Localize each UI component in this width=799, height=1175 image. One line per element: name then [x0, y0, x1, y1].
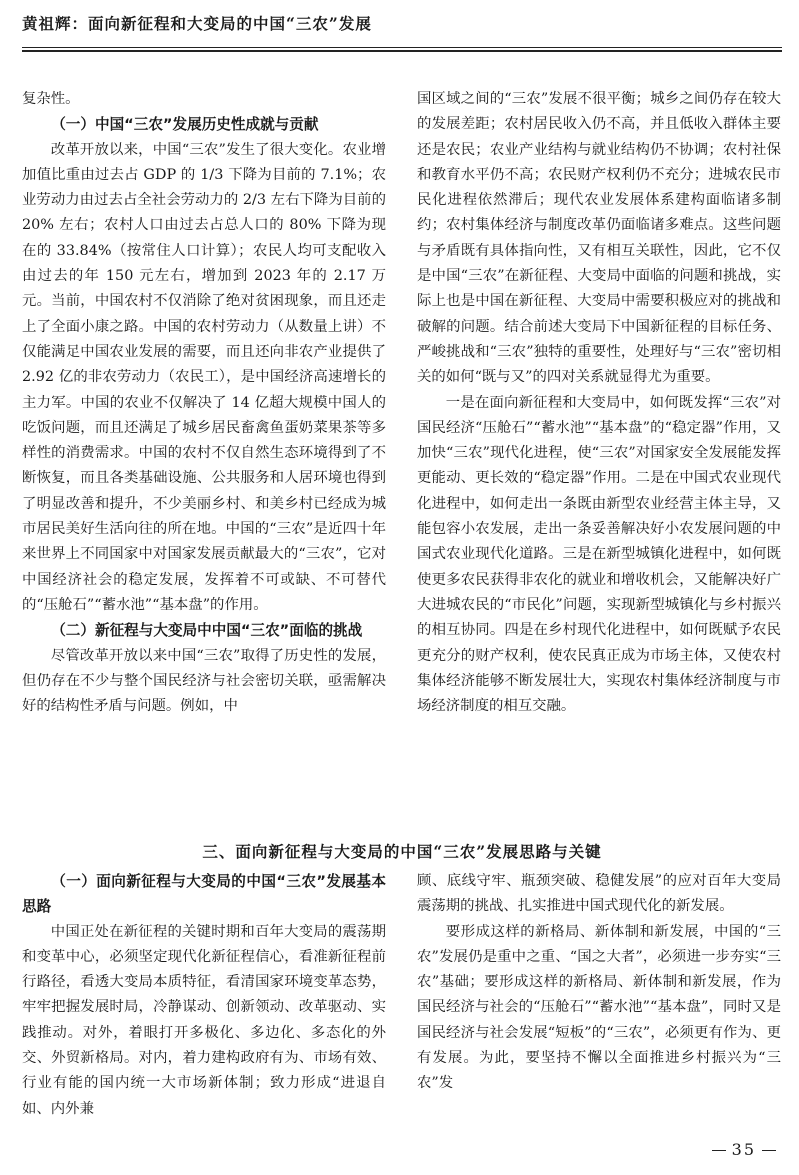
header-rule-thin — [22, 47, 782, 48]
opening-line: 复杂性。 — [22, 91, 80, 107]
lower-left-column — [22, 869, 386, 1122]
page-number — [692, 1140, 782, 1159]
page-number-dash-left — [712, 1150, 726, 1151]
subsection-heading-achievements: （一）中国“三农”发展历史性成就与贡献 — [51, 116, 319, 134]
lower-right-column — [417, 869, 781, 1097]
challenges-paragraph: 尽管改革开放以来中国“三农”取得了历史性的发展，但仍存在不少与整个国民经济与社会密切关联，亟需解决好的结构性矛盾与问题。例如，中 — [22, 647, 386, 715]
subsection-heading-challenges: （二）新征程与大变局中中国“三农”面临的挑战 — [51, 622, 363, 640]
upper-right-column — [417, 87, 781, 719]
new-pattern-paragraph: 要形成这样的新格局、新体制和新发展，中国的“三农”发展仍是重中之重、“国之大者”，必须进一步夯实“三农”基础；要形成这样的新格局、新体制和新发展，作为国民经济与社会的“压舱石”“蓄水池”“基本盘”，同时又是国民经济与社会发展“短板”的“三农”，必须更有作为、更有发展。为此，要坚持不懈以全面推进乡村振兴为“三农”发 — [417, 923, 781, 1092]
section-heading: 三、面向新征程与大变局的中国“三农”发展思路与关键 — [202, 842, 602, 861]
four-relations-paragraph: 一是在面向新征程和大变局中，如何既发挥“三农”对国民经济“压舱石”“蓄水池”“基本盘”的“稳定器”作用，又加快“三农”现代化进程，使“三农”对国家安全发展能发挥更能动、更长效的“稳定器”作用。二是在中国式农业现代化进程中，如何走出一条既由新型农业经营主体主导，又能包容小农发展，走出一条妥善解决好小农发展问题的中国式农业现代化道路。三是在新型城镇化进程中，如何既使更多农民获得非农化的就业和增收机会，又能解决好广大进城农民的“市民化”问题，实现新型城镇化与乡村振兴的相互协同。四是在乡村现代化进程中，如何既赋予农民更充分的财产权利，使农民真正成为市场主体，又使农村集体经济能够不断发展壮大，实现农村集体经济制度与市场经济制度的相互交融。 — [417, 394, 781, 715]
page-number-dash-right — [762, 1150, 776, 1151]
header-rule-thick — [22, 50, 782, 52]
achievements-paragraph: 改革开放以来，中国“三农”发生了很大变化。农业增加值比重由过去占 GDP 的 1/3 下降为目前的 7.1%；农业劳动力由过去占全社会劳动力的 2/3 左右下降为目前的 20% 左右；农村人口由过去占总人口的 80% 下降为现在的 33.84%（按常住人口计算）；农民人均可支配收入由过去的年 150 元左右，增加到 2023 年的 2.17 万元。当前，中国农村不仅消除了绝对贫困现象，而且还走上了全面小康之路。中国的农村劳动力（从数量上讲）不仅能满足中国农业发展的需要，而且还向非农产业提供了 2.92 亿的非农劳动力（农民工），是中国经济高速增长的主力军。中国的农业不仅解决了 14 亿超大规模中国人的吃饭问题，而且还满足了城乡居民畜禽鱼蛋奶菜果茶等多样性的消费需求。中国的农村不仅自然生态环境得到了不断恢复，而且各类基础设施、公共服务和人居环境也得到了明显改善和提升，不少美丽乡村、和美乡村已经成为城市居民美好生活向往的所在地。中国的“三农”是近四十年来世界上不同国家中对国家发展贡献最大的“三农”，它对中国经济社会的稳定发展，发挥着不可或缺、不可替代的“压舱石”“蓄水池”“基本盘”的作用。 — [22, 141, 386, 613]
running-head: 黄祖辉：面向新征程和大变局的中国“三农”发展 — [22, 14, 372, 33]
subsection-heading-basic-ideas: （一）面向新征程与大变局的中国“三农”发展基本思路 — [22, 873, 386, 916]
continuation-paragraph: 顾、底线守牢、瓶颈突破、稳健发展”的应对百年大变局震荡期的挑战、扎实推进中国式现代化的新发展。 — [417, 873, 781, 915]
basic-ideas-paragraph: 中国正处在新征程的关键时期和百年大变局的震荡期和变革中心，必须坚定现代化新征程信心，看准新征程前行路径，看透大变局本质特征，看清国家环境变革态势，牢牢把握发展时局，冷静谋动、创新领动、改革驱动、实践推动。对外，着眼打开多极化、多边化、多态化的外交、外贸新格局。对内，着力建构政府有为、市场有效、行业有能的国内统一大市场新体制；致力形成“进退自如、内外兼 — [22, 923, 386, 1117]
upper-left-column — [22, 87, 386, 719]
problems-paragraph: 国区域之间的“三农”发展不很平衡；城乡之间仍存在较大的发展差距；农村居民收入仍不高，并且低收入群体主要还是农民；农业产业结构与就业结构仍不协调；农村社保和教育水平仍不高；农民财产权利仍不充分；进城农民市民化进程依然滞后；现代农业发展体系建构面临诸多制约；农村集体经济与制度改革仍面临诸多难点。这些问题与矛盾既有具体指向性，又有相互关联性，因此，它不仅是中国“三农”在新征程、大变局中面临的问题和挑战，实际上也是中国在新征程、大变局中需要积极应对的挑战和破解的问题。结合前述大变局下中国新征程的目标任务、严峻挑战和“三农”独特的重要性，处理好与“三农”密切相关的如何“既与又”的四对关系就显得尤为重要。 — [417, 91, 781, 386]
page-number-value: 35 — [731, 1140, 756, 1159]
